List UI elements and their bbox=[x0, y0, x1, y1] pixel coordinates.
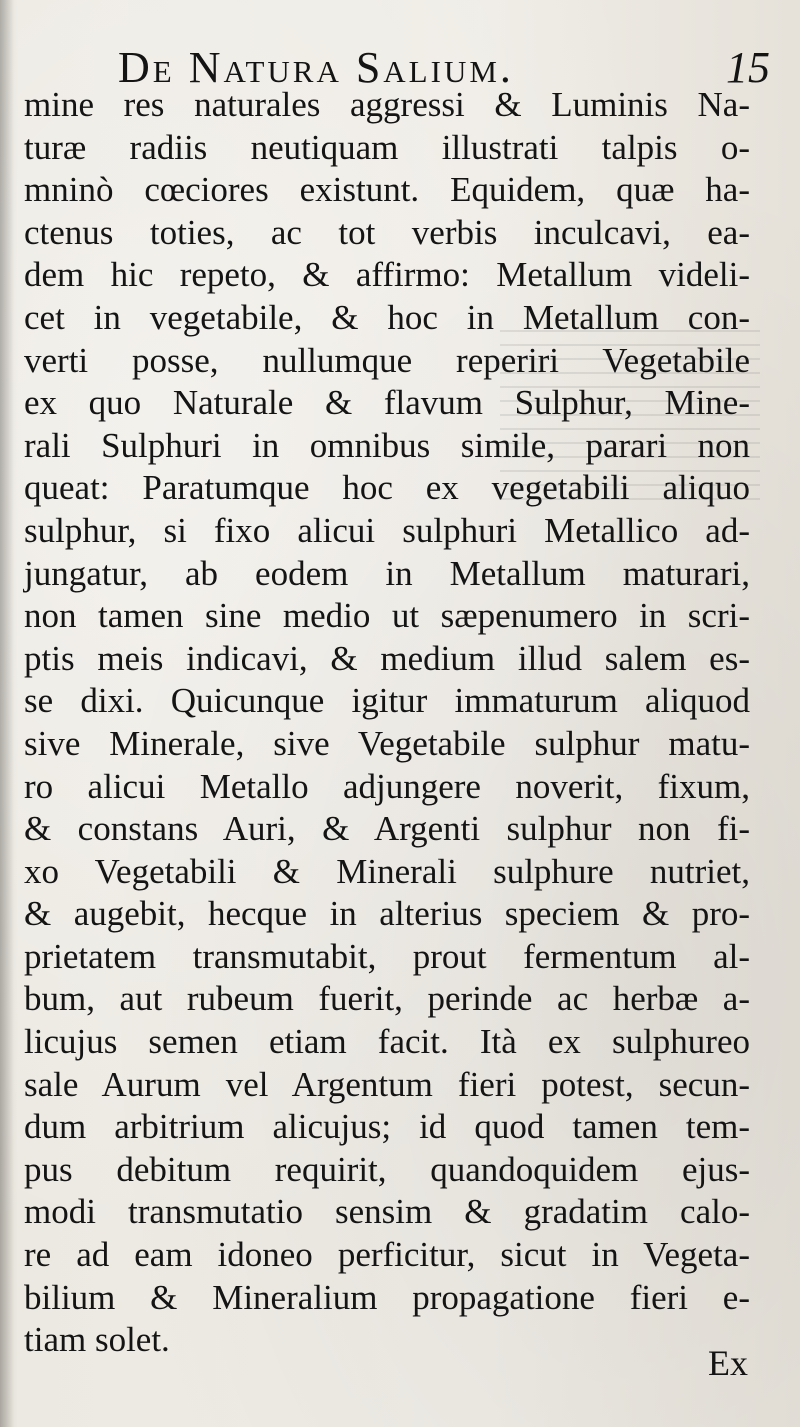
text-line: turæ radiis neutiquam illustrati talpis o- bbox=[24, 127, 750, 167]
catchword: Ex bbox=[708, 1343, 748, 1383]
text-line: cet in vegetabile, & hoc in Metallum con- bbox=[24, 297, 750, 337]
text-line: licujus semen etiam facit. Ità ex sulphureo bbox=[24, 1022, 750, 1062]
text-line: dem hic repeto, & affirmo: Metallum videli- bbox=[24, 255, 750, 295]
running-title: De Natura Salium. bbox=[118, 43, 514, 92]
text-line: ctenus toties, ac tot verbis inculcavi, ea- bbox=[24, 212, 750, 252]
text-line: ptis meis indicavi, & medium illud salem es- bbox=[24, 638, 750, 678]
text-line: bilium & Mineralium propagatione fieri e- bbox=[24, 1277, 750, 1317]
text-line: prietatem transmutabit, prout fermentum al- bbox=[24, 936, 750, 976]
text-line-final: tiam solet. bbox=[24, 1320, 170, 1360]
text-line: ex quo Naturale & flavum Sulphur, Mine- bbox=[24, 383, 750, 423]
text-line: mninò cœciores existunt. Equidem, quæ ha- bbox=[24, 170, 750, 210]
text-line: rali Sulphuri in omnibus simile, parari non bbox=[24, 425, 750, 465]
text-line: pus debitum requirit, quandoquidem ejus- bbox=[24, 1149, 750, 1189]
text-line: queat: Paratumque hoc ex vegetabili aliquo bbox=[24, 468, 750, 508]
text-line: & constans Auri, & Argenti sulphur non fi- bbox=[24, 809, 750, 849]
page-number: 15 bbox=[726, 43, 770, 92]
text-line: ro alicui Metallo adjungere noverit, fixum, bbox=[24, 766, 750, 806]
text-line: sulphur, si fixo alicui sulphuri Metallico ad- bbox=[24, 510, 750, 550]
text-line: sale Aurum vel Argentum fieri potest, secun- bbox=[24, 1064, 750, 1104]
text-line: non tamen sine medio ut sæpenumero in scri- bbox=[24, 596, 750, 636]
body-text bbox=[24, 84, 750, 1362]
text-line: verti posse, nullumque reperiri Vegetabile bbox=[24, 340, 750, 380]
text-line: bum, aut rubeum fuerit, perinde ac herbæ a- bbox=[24, 979, 750, 1019]
text-line: xo Vegetabili & Minerali sulphure nutriet, bbox=[24, 851, 750, 891]
text-line: modi transmutatio sensim & gradatim calo- bbox=[24, 1192, 750, 1232]
text-line: jungatur, ab eodem in Metallum maturari, bbox=[24, 553, 750, 593]
text-line: sive Minerale, sive Vegetabile sulphur matu- bbox=[24, 723, 750, 763]
text-line: dum arbitrium alicujus; id quod tamen tem- bbox=[24, 1107, 750, 1147]
page-gutter-shadow bbox=[0, 0, 14, 1427]
text-line: mine res naturales aggressi & Luminis Na- bbox=[24, 85, 750, 124]
text-line: & augebit, hecque in alterius speciem & pro- bbox=[24, 894, 750, 934]
text-line: se dixi. Quicunque igitur immaturum aliquod bbox=[24, 681, 750, 721]
text-line: re ad eam idoneo perficitur, sicut in Vegeta- bbox=[24, 1235, 750, 1275]
